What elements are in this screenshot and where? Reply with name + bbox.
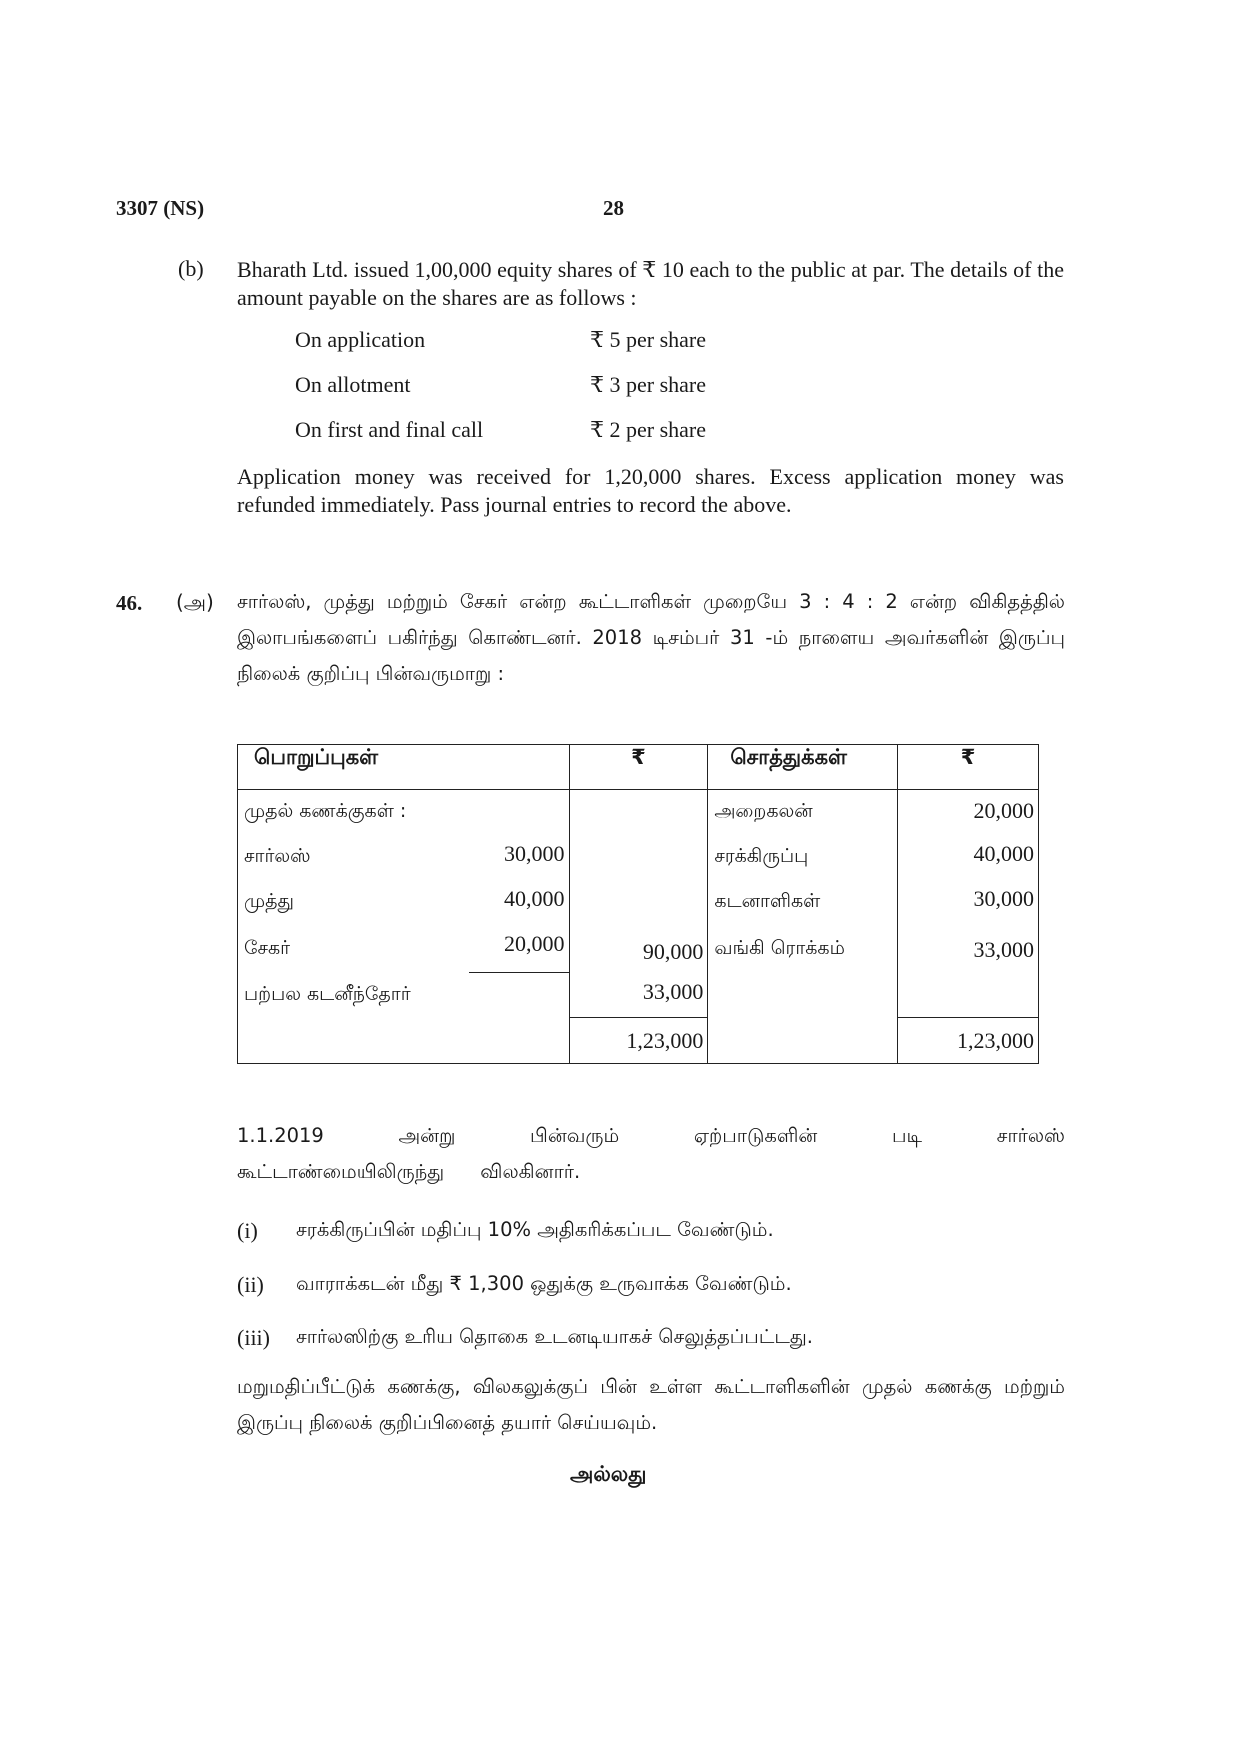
header-assets: சொத்துக்கள் <box>708 745 898 790</box>
asset-cell <box>708 973 898 1018</box>
table-row <box>238 790 1039 835</box>
payment-value-call: ₹ 2 per share <box>590 417 707 442</box>
liability-cell: முத்து <box>244 889 294 912</box>
sub-amount-cell <box>469 790 569 835</box>
amount-cell <box>569 880 708 925</box>
liability-cell: பற்பல கடனீந்தோர் <box>244 982 411 1005</box>
sub-amount-cell: 40,000 <box>504 885 565 911</box>
condition-text: சார்லஸிற்கு உரிய தொகை உடனடியாகச் செலுத்தப்பட்டது. <box>296 1325 813 1348</box>
amount-cell <box>569 835 708 880</box>
asset-amount-cell <box>898 973 1039 1018</box>
question-b-label: (b) <box>178 256 204 281</box>
question-number: 46. <box>116 591 143 615</box>
sub-amount-cell: 20,000 <box>469 925 569 973</box>
condition-number: (iii) <box>237 1325 270 1350</box>
table-row <box>238 973 1039 1018</box>
instruction-text: மறுமதிப்பீட்டுக் கணக்கு, விலகலுக்குப் பின் உள்ள கூட்டாளிகளின் முதல் கணக்கு மற்றும் இருப்பு நிலைக் குறிப்பினைத் தயார் செய்யவும். <box>237 1375 1065 1434</box>
asset-amount-cell: 30,000 <box>973 885 1034 911</box>
balance-sheet-table <box>237 744 1039 1064</box>
sub-amount-cell: 30,000 <box>504 840 565 866</box>
amount-cell: 90,000 <box>569 925 708 973</box>
condition-text: வாராக்கடன் மீது ₹ 1,300 ஒதுக்கு உருவாக்க வேண்டும். <box>296 1272 792 1295</box>
liability-cell: முதல் கணக்குகள் : <box>244 800 407 822</box>
asset-cell: சரக்கிருப்பு <box>708 835 898 880</box>
condition-number: (ii) <box>237 1272 264 1297</box>
table-row <box>238 835 1039 880</box>
condition-text: சரக்கிருப்பின் மதிப்பு 10% அதிகரிக்கப்பட வேண்டும். <box>296 1218 774 1241</box>
retirement-text: 1.1.2019 அன்று பின்வரும் ஏற்பாடுகளின் படி சார்லஸ் கூட்டாண்மையிலிருந்து விலகினார். <box>237 1124 1065 1183</box>
asset-amount-cell: 40,000 <box>973 840 1034 866</box>
amount-cell: 33,000 <box>569 973 708 1018</box>
condition-number: (i) <box>237 1218 258 1243</box>
asset-amount-cell: 20,000 <box>973 798 1034 823</box>
asset-cell: வங்கி ரொக்கம் <box>708 925 898 973</box>
asset-cell: அறைகலன் <box>708 790 898 835</box>
header-rupee-liabilities: ₹ <box>569 745 708 790</box>
total-assets: 1,23,000 <box>957 1027 1034 1053</box>
payment-label-allotment: On allotment <box>295 372 411 397</box>
page-number: 28 <box>603 196 624 220</box>
liability-cell: சார்லஸ் <box>244 844 311 867</box>
asset-amount-cell: 33,000 <box>973 936 1034 962</box>
table-row <box>238 925 1039 973</box>
header-liabilities: பொறுப்புகள் <box>238 745 570 790</box>
table-total-row <box>238 1018 1039 1064</box>
payment-value-allotment: ₹ 3 per share <box>590 372 707 397</box>
sub-amount-cell <box>469 973 569 1018</box>
table-row <box>238 880 1039 925</box>
or-separator: அல்லது <box>570 1462 647 1486</box>
paper-code: 3307 (NS) <box>116 196 205 220</box>
amount-cell <box>569 790 708 835</box>
header-rupee-assets: ₹ <box>898 745 1039 790</box>
payment-label-application: On application <box>295 327 426 352</box>
payment-value-application: ₹ 5 per share <box>590 327 707 352</box>
table-header-row <box>238 745 1039 790</box>
question-46-intro: சார்லஸ், முத்து மற்றும் சேகர் என்ற கூட்டாளிகள் முறையே 3 : 4 : 2 என்ற விகிதத்தில் இலாபங்களைப் பகிர்ந்து கொண்டனர். 2018 டிசம்பர் 31 -ம் நாளைய அவர்களின் இருப்பு நிலைக் குறிப்பு பின்வருமாறு : <box>237 590 1065 685</box>
question-sub-label: (அ) <box>176 590 214 614</box>
question-b-note: Application money was received for 1,20,000 shares. Excess application money was refunded immediately. Pass journal entries to record the above. <box>237 464 1064 517</box>
payment-label-call: On first and final call <box>295 417 484 442</box>
liability-cell: சேகர் <box>244 936 291 959</box>
asset-cell: கடனாளிகள் <box>708 880 898 925</box>
question-b-intro: Bharath Ltd. issued 1,00,000 equity shares of ₹ 10 each to the public at par. The details of the amount payable on the shares are as follows : <box>237 257 1064 310</box>
total-liabilities: 1,23,000 <box>569 1018 708 1064</box>
